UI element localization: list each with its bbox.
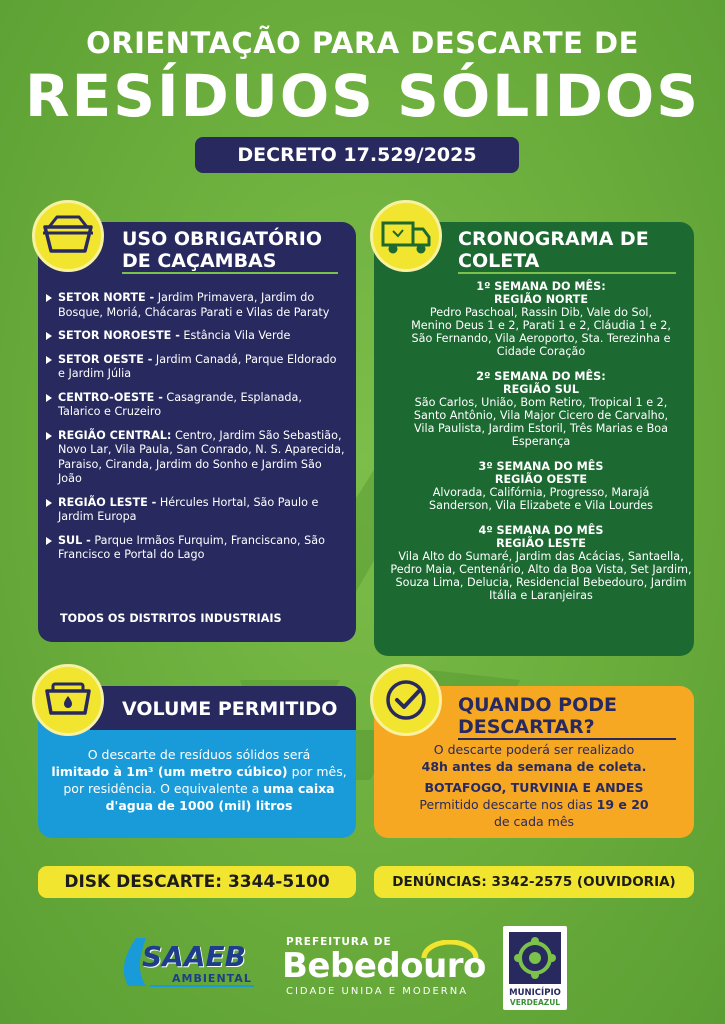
list-item: CENTRO-OESTE - Casagrande, Esplanada, Talarico e Cruzeiro: [46, 391, 346, 420]
list-item: SETOR NOROESTE - Estância Vila Verde: [46, 329, 346, 344]
saaeb-sub: AMBIENTAL: [172, 972, 252, 985]
cacambas-list: [46, 291, 346, 572]
verdeazul-label: VERDEAZUL: [509, 998, 561, 1007]
municipio-verdeazul-logo: [503, 926, 567, 1010]
week-neighborhoods: Alvorada, Califórnia, Progresso, Marajá Sanderson, Vila Elizabete e Vila Lourdes: [428, 486, 654, 512]
list-item: REGIÃO LESTE - Hércules Hortal, São Paulo e Jardim Europa: [46, 496, 346, 525]
municipio-label: MUNICÍPIO: [509, 988, 561, 998]
week-region: REGIÃO SUL: [503, 383, 579, 396]
list-item: SETOR NORTE - Jardim Primavera, Jardim do Bosque, Moriá, Chácaras Parati e Vilas de Paraty: [46, 291, 346, 320]
week-region: REGIÃO OESTE: [494, 473, 588, 486]
header-line1: ORIENTAÇÃO PARA DESCARTE DE: [86, 26, 639, 60]
cronograma-divider: [458, 272, 676, 274]
quando-text: O descarte poderá ser realizado 48h antes da semana de coleta. BOTAFOGO, TURVINIA E ANDES Permitido descarte nos dias 19 e 20 de cada mês: [419, 742, 649, 829]
saaeb-logo: [116, 930, 258, 996]
denuncias-pill: DENÚNCIAS: 3342-2575 (OUVIDORIA): [374, 866, 694, 898]
dumpster-icon: [32, 200, 104, 272]
checkmark-icon: [370, 664, 442, 736]
prefeitura-label: PREFEITURA DE: [286, 936, 392, 948]
cronograma-schedule: [386, 280, 696, 602]
list-item: SUL - Parque Irmãos Furquim, Franciscano, São Francisco e Portal do Lago: [46, 534, 346, 563]
week-region: REGIÃO NORTE: [494, 293, 588, 306]
city-slogan: CIDADE UNIDA E MODERNA: [286, 986, 469, 997]
cacambas-divider: [122, 272, 338, 274]
bebedouro-logo: [282, 936, 486, 1002]
list-item: REGIÃO CENTRAL: Centro, Jardim São Sebastião, Novo Lar, Vila Paula, San Conrado, N. S. Aparecida, Paraiso, Ciranda, Jardim do Sonho e Jardim São João: [46, 429, 346, 487]
week-neighborhoods: Vila Alto do Sumaré, Jardim das Acácias, Santaella, Pedro Maia, Centenário, Alto da Boa Vista, Set Jardim, Souza Lima, Delucia, Residencial Bebedouro, Jardim Itália e Laranjeiras: [390, 550, 692, 602]
garbage-truck-icon: [370, 200, 442, 272]
week-heading: 3º SEMANA DO MÊS: [478, 460, 604, 473]
list-item: SETOR OESTE - Jardim Canadá, Parque Eldorado e Jardim Júlia: [46, 353, 346, 382]
week-heading: 1º SEMANA DO MÊS:: [476, 280, 606, 293]
disk-descarte-pill: DISK DESCARTE: 3344-5100: [38, 866, 356, 898]
city-name: Bebedouro: [282, 946, 486, 986]
cacambas-title: USO OBRIGATÓRIO DE CAÇAMBAS: [122, 228, 323, 272]
water-tank-icon: [32, 664, 104, 736]
disk-descarte-number: 3344-5100: [227, 872, 330, 892]
cacambas-footer: TODOS OS DISTRITOS INDUSTRIAIS: [60, 612, 282, 625]
volume-text: O descarte de resíduos sólidos será limitado à 1m³ (um metro cúbico) por mês, por residência. O equivalente a uma caixa d'agua de 1000 (mil) litros: [51, 747, 347, 813]
cronograma-title: CRONOGRAMA DE COLETA: [458, 228, 649, 272]
saaeb-name: SAAEB: [142, 940, 246, 973]
week-neighborhoods: Pedro Paschoal, Rassin Dib, Vale do Sol, Menino Deus 1 e 2, Parati 1 e 2, Cláudia 1 e 2, São Fernando, Vila Aeroporto, Sta. Terezinha e Cidade Coração: [411, 306, 671, 358]
week-neighborhoods: São Carlos, União, Bom Retiro, Tropical 1 e 2, Santo Antônio, Vila Major Cicero de Carvalho, Vila Paulista, Jardim Estoril, Três Marias e Boa Esperança: [413, 396, 669, 448]
header-line2: RESÍDUOS SÓLIDOS: [25, 62, 700, 130]
volume-title: VOLUME PERMITIDO: [122, 698, 338, 720]
quando-divider: [458, 738, 676, 740]
quando-title: QUANDO PODE DESCARTAR?: [458, 694, 617, 738]
decree-badge: DECRETO 17.529/2025: [195, 137, 519, 173]
verdeazul-emblem-icon: [509, 932, 561, 984]
week-heading: 2º SEMANA DO MÊS:: [476, 370, 606, 383]
week-heading: 4º SEMANA DO MÊS: [478, 524, 604, 537]
week-region: REGIÃO LESTE: [496, 537, 586, 550]
